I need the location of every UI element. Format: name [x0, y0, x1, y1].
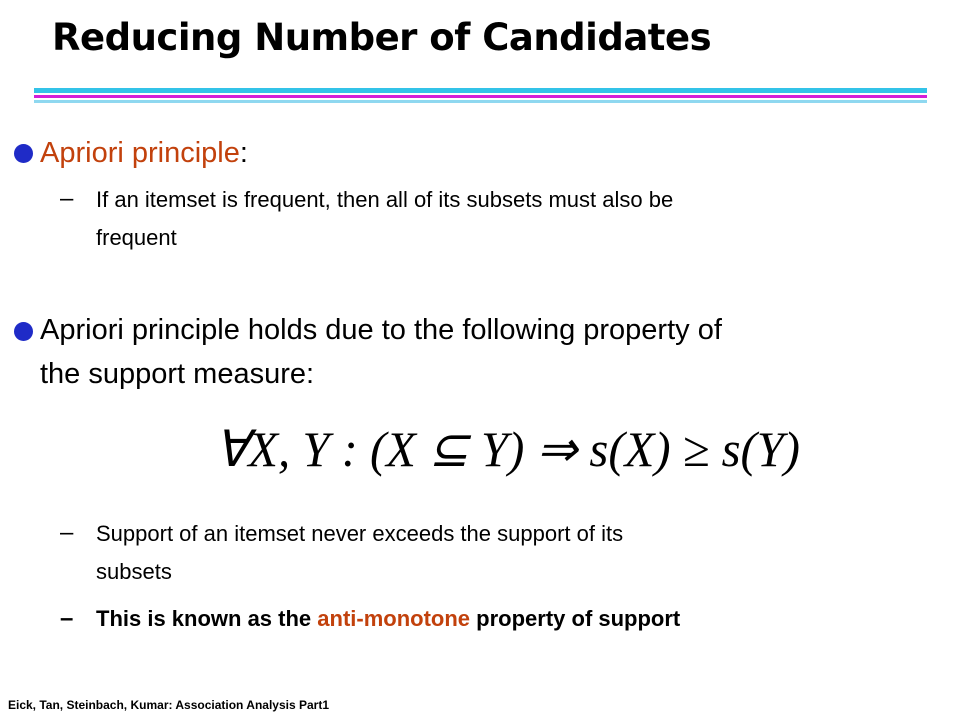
dash-2: – [60, 519, 74, 546]
sub-2-line-1: Support of an itemset never exceeds the support of its [96, 521, 624, 546]
sub-1-line-1: If an itemset is frequent, then all of its subsets must also be [96, 187, 674, 212]
formula-text: ∀X, Y : (X ⊆ Y) ⇒ s(X) ≥ s(Y) [215, 421, 800, 477]
dash-1: – [60, 185, 74, 212]
anti-monotone-term: anti-monotone [317, 606, 471, 631]
title-rule-lightblue [34, 100, 927, 103]
title-rule-cyan [34, 88, 927, 93]
bullet-1-colon: : [239, 137, 248, 169]
dash-3: – [60, 605, 74, 632]
bullet-2-line-2: the support measure: [40, 358, 315, 390]
apriori-principle-term: Apriori principle [40, 137, 240, 169]
support-property-formula [215, 418, 805, 478]
sub-2-line-2: subsets [96, 559, 172, 584]
bullet-2-line-1: Apriori principle holds due to the following property of [40, 314, 722, 346]
sub-3-before: This is known as the [96, 606, 318, 631]
bullet-dot-1 [14, 144, 33, 163]
bullet-dot-2 [14, 322, 33, 341]
title-rule-magenta [34, 95, 927, 98]
sub-1-line-2: frequent [96, 225, 177, 250]
bullet-1-text [40, 134, 248, 172]
sub-3-text [96, 603, 680, 635]
sub-3-after: property of support [470, 606, 681, 631]
slide-title: Reducing Number of Candidates [52, 16, 712, 59]
slide-footer: Eick, Tan, Steinbach, Kumar: Association Analysis Part1 [8, 698, 329, 712]
